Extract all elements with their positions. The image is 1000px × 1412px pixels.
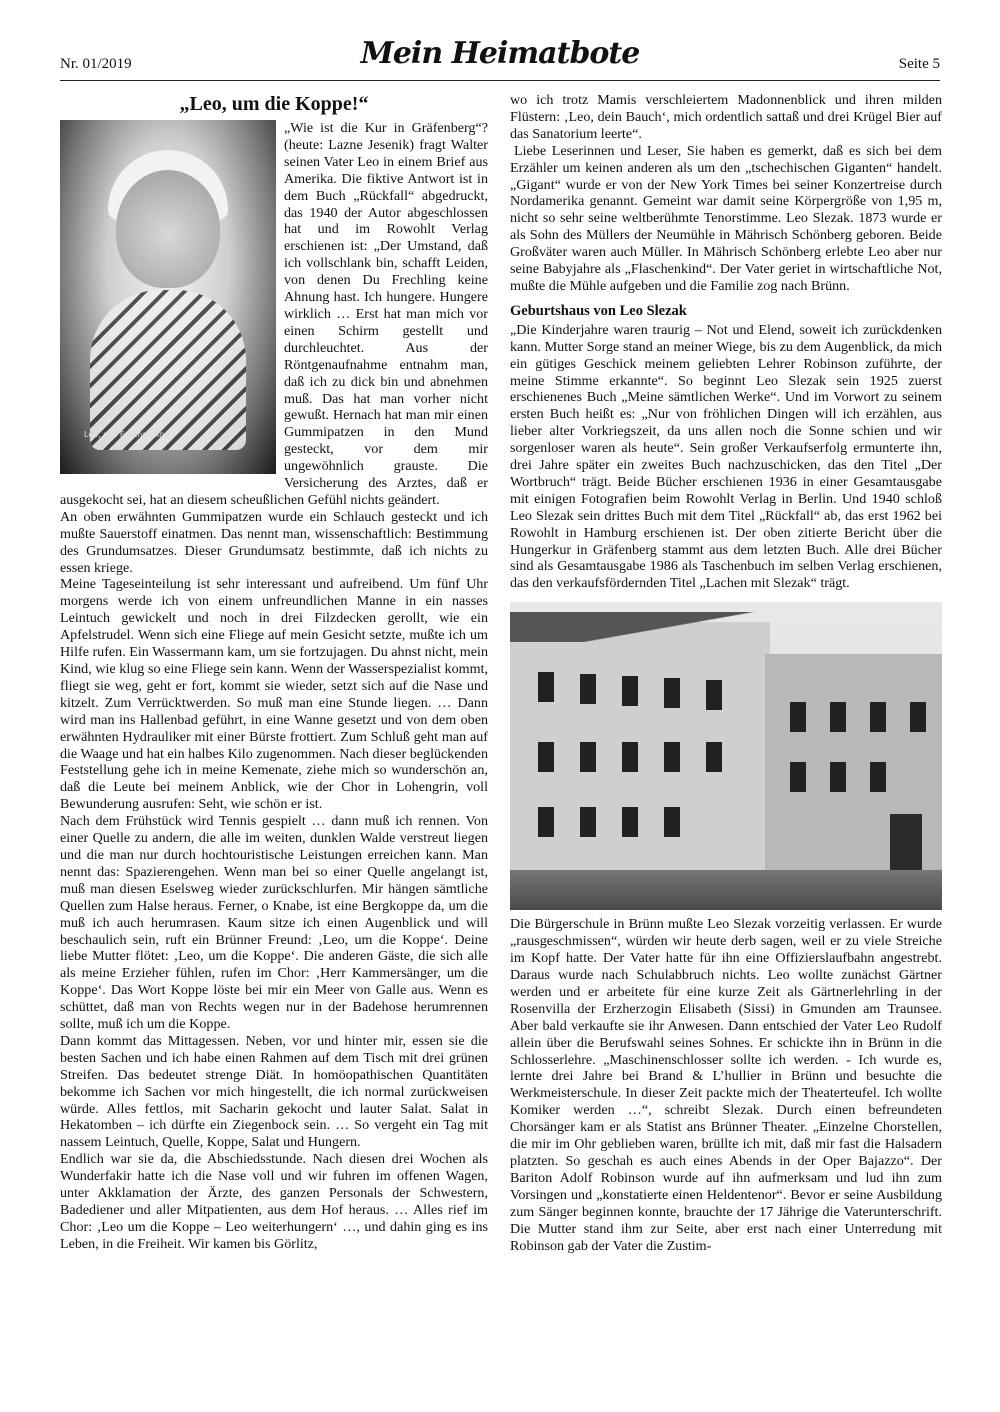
left-paragraph: Dann kommt das Mittagessen. Neben, vor und hinter mir, essen sie die besten Sachen und ich habe einen Rahmen auf dem Tisch mit drei grünen Streifen. Das bedeutet strenge Diät. In homöopathischen Quantitäten bekomme ich Sachen vor mich hingestellt, die ich normal zurückweisen würde. Alles fettlos, mit Sacharin gekocht und lauter Salat. Salat in Hekatomben – ich dürfte ein Ziegenbock sein. … So vergeht ein Tag mit nassem Leintuch, Quelle, Koppe, Salat und Hungern. — [60, 1032, 488, 1151]
section-subheading: Geburtshaus von Leo Slezak — [510, 302, 687, 319]
left-column — [60, 92, 488, 1253]
left-paragraph: Endlich war sie da, die Abschiedsstunde. Nach diesen drei Wochen als Wunderfakir hatte ich die Nase voll und wir fuhren im offenen Wagen, unter Akklamation der Ärzte, des ganzen Personals der Schwestern, Badediener und aller Mitpatienten, aus dem Hof heraus. … Alles rief im Chor: ‚Leo um die Koppe – Leo weiterhungern‘ …, und dahin ging es ins Leben, in die Freiheit. Wir kamen bis Görlitz, — [60, 1151, 488, 1252]
right-paragraph: „Die Kinderjahre waren traurig – Not und Elend, soweit ich zurückdenken kann. Mutter Sorge stand an meiner Wiege, bis zu dem Augenblick, da mich ein gütiges Geschick meinem geliebten Lehrer Robinson zuführte, der meine Stimme erkannte“. So beginnt Leo Slezak sein 1925 zuerst erschienenes Buch „Meine sämtlichen Werke“. Und im Vorwort zu seinem ersten Buch heißt es: „Nur von fröhlichen Dingen will ich erzählen, aus lieber alter Vorkriegszeit, da uns allen noch die Sonne schien und wir sorgenloser waren als heute“. Sein großer Verkaufserfolg ermunterte ihn, drei Jahre später ein zweites Buch nachzuschicken, das den Titel „Der Wortbruch“ trägt. Beide Bücher erschienen 1936 in einer Gesamtausgabe mit einigen Fotografien beim Rowohlt Verlag in Berlin. Und 1940 schloß Leo Slezak sein drittes Buch mit dem Titel „Rückfall“ ab, das erst 1962 bei Rowohlt in Hamburg erschienen ist. Der oben zitierte Bericht über die Hungerkur in Gräfenberg stammt aus dem letzten Buch. Alle drei Bücher sind als Gesamtausgabe 1986 als Taschenbuch im selben Verlag erschienen, das den verkaufsfördernden Titel „Lachen mit Slezak“ trägt. — [510, 321, 942, 592]
house-window — [830, 702, 846, 732]
right-paragraph: wo ich trotz Mamis verschleiertem Madonnenblick und ihren milden Flüstern: ‚Leo, dein Bauch‘, mich ordentlich sattaß und drei Krügel Bier auf das Sanatorium leerte“. — [510, 92, 942, 142]
house-window — [664, 807, 680, 837]
street-ground — [510, 870, 942, 910]
page-number: Seite 5 — [898, 56, 940, 72]
baby-photo — [60, 120, 276, 474]
house-window — [790, 702, 806, 732]
house-window — [910, 702, 926, 732]
house-window — [622, 807, 638, 837]
house-window — [664, 742, 680, 772]
page-header — [60, 36, 940, 80]
house-window — [870, 762, 886, 792]
left-paragraph: Meine Tageseinteilung ist sehr interessant und aufreibend. Um fünf Uhr morgens werde ich von einem unfreundlichen Manne in ein nasses Leintuch gewickelt und noch in drei Filzdecken gerollt, wie ein Apfelstrudel. Wenn sich eine Fliege auf mein Gesicht setzte, mußte ich um Hilfe rufen. Ein Wassermann kam, um sie fortzujagen. Du ahnst nicht, mein Kind, wie klug so eine Fliege sein kann. Wenn der Wasserspezialist kommt, fliegt sie weg, geht er fort, kommt sie wieder, setzt sich auf die Nase und kitzelt. Zum Verrücktwerden. So muß man eine Stunde liegen. … Dann wird man ins Hallenbad geführt, in eine Wanne gesetzt und von dem oben erwähnten Hydrauliker mit einer Bürste frottiert. Zum Schluß geht man auf die Waage und hat ein halbes Kilo zugenommen. Nach dieser beglückenden Feststellung gehe ich in meine Kemenate, ziehe mich so wunderschön an, daß die Leute bei meinem Anblick, wie der Chor in Lohengrin, voll Bewunderung ausrufen: Seht, wie schön er ist. — [60, 576, 488, 813]
issue-number: Nr. 01/2019 — [60, 56, 132, 72]
house-window — [706, 742, 722, 772]
house-window — [622, 676, 638, 706]
swaddle-shape — [90, 290, 246, 450]
right-column — [510, 92, 942, 1254]
right-paragraph: Die Bürgerschule in Brünn mußte Leo Slezak vorzeitig verlassen. Er wurde „rausgeschmissen“, würden wir heute derb sagen, weil er zu viele Streiche im Kopf hatte. Der Vater hatte für ihn eine Offizierslaufbahn angestrebt. Daraus wurde nach Schulabbruch nichts. Leo wollte zunächst Gärtner werden und er arbeitete für eine kurze Zeit als Gärtnerlehrling in der Rosenvilla der Erzherzogin Elisabeth (Sissi) in Gmunden am Traunsee. Aber bald verkaufte sie ihr Anwesen. Dann entschied der Vater Leo Rudolf allein über die Berufswahl seines Sohnes. Er schickte ihn in Brünn in die Schlosserlehre. „Maschinenschlosser sollte ich werden. - Ich wurde es, lernte drei Jahre bei Brand & L’hullier in Brünn und besuchte die Werkmeisterschule. In dieser Zeit packte mich der Theaterteufel. Ich wollte Komiker werden …“, schreibt Slezak. Durch einen befreundeten Chorsänger kam er als Statist ans Brünner Theater. „Einzelne Chorstellen, die mir im Ohr geblieben waren, brüllte ich mit, daß mir fast die Halsadern platzten. So geschah es auch eines Abends in der Oper Bajazzo“. Der Bariton Adolf Robinson wurde auf ihn aufmerksam und lud ihn zum Vorsingen und „konstatierte einen Heldentenor“. Bevor er seine Ausbildung zum Sänger beginnen konnte, brauchte der 17 Jährige die Vaterunterschrift. Die Mutter stand ihm zur Seite, aber erst nach einer Unterredung mit Robinson gab der Vater die Zustim- — [510, 916, 942, 1254]
house-window — [706, 680, 722, 710]
house-roof — [510, 612, 942, 642]
house-window — [830, 762, 846, 792]
baby-face-shape — [116, 170, 220, 288]
house-window — [580, 742, 596, 772]
left-paragraph: „Wie ist die Kur in Gräfenberg“? (heute: Lazne Jesenik) fragt Walter seinen Vater Leo in einem Brief aus Amerika. Die fiktive Antwort ist in dem Buch „Rückfall“ abgedruckt, das 1940 der Autor abgeschlossen hat und im Rowohlt Verlag erschienen ist: „Der Umstand, daß ich vollschlank bin, schafft Leiden, von denen Du Frechling keine Ahnung hast. Ich hungere. Hungere wirklich … Erst hat man mich vor einen Schirm gestellt und durchleuchtet. Aus der Röntgenaufnahme entnahm man, daß ich zu dick bin und abnehmen muß. Das hat man vorher nicht gewußt. Hernach hat man mir einen Gummipatzen in den Mund gesteckt, vor dem mir ungewöhnlich grauste. Die Versicherung des Arztes, daß er ausgekocht sei, hat an diesem scheußlichen Gefühl nichts geändert. — [60, 120, 488, 508]
left-paragraph: An oben erwähnten Gummipatzen wurde ein Schlauch gesteckt und ich mußte Sauerstoff einatmen. Das nennt man, wissenschaftlich: Bestimmung des Grundumsatzes. Dieser Grundumsatz bestimmte, daß ich nichts zu essen kriege. — [60, 508, 488, 576]
house-window — [870, 702, 886, 732]
birthhouse-photo — [510, 602, 942, 910]
masthead-logo: Mein Heimatbote — [360, 36, 640, 71]
house-window — [622, 742, 638, 772]
header-rule — [60, 80, 940, 81]
house-window — [790, 762, 806, 792]
house-window — [580, 807, 596, 837]
photo-caption: Leo, das Faschenkind — [84, 430, 170, 440]
article-title: „Leo, um die Koppe!“ — [179, 93, 369, 115]
right-paragraph: Liebe Leserinnen und Leser, Sie haben es gemerkt, daß es sich bei dem Erzähler um keinen anderen als um den „tschechischen Giganten“ handelt. „Gigant“ wurde er von der New York Times bei seiner Konzertreise durch Nordamerika genannt. Gemeint war damit seine Körpergröße von 1,95 m, nicht so sehr seine weltberühmte Tenorstimme. Leo Slezak. 1873 wurde er als Sohn des Müllers der Neumühle in Mährisch Schönberg geboren. Beide Großväter waren auch Müller. In Mährisch Schönberg erlebte Leo aber nur seine Babyjahre als „Flaschenkind“. Der Vater geriet in wirtschaftliche Not, mußte die Mühle aufgeben und die Familie zog nach Brünn. — [510, 142, 942, 294]
house-window — [538, 742, 554, 772]
house-window — [580, 674, 596, 704]
house-window — [664, 678, 680, 708]
left-paragraph: Nach dem Frühstück wird Tennis gespielt … dann muß ich rennen. Von einer Quelle zu andern, die alle im weiten, dunklen Walde verstreut liegen und die man nur durch hochtouristische Leistungen erreichen kann. Man nennt das: Spazierengehen. Wenn man bei so einer Quelle angelangt ist, muß man diesen Eselsweg wieder zurückschlurfen. Mir hängen sämtliche Quellen zum Halse heraus. Ferner, o Knabe, ist eine Bergkoppe da, um die muß ich auch herumrasen. Kaum sitze ich einen Augenblick und will beschaulich sein, ruft ein Brünner Freund: ‚Leo, um die Koppe‘. Deine liebe Mutter flötet: ‚Leo, um die Koppe‘. Die anderen Gäste, die sich alle als meine Erzieher fühlen, rufen im Chor: ‚Herr Kammersänger, um die Koppe‘. Das Wort Koppe löste bei mir ein Meer von Galle aus. Wenn es schüttet, daß man von Rechts wegen nur in der Badehose herumrennen sollte, muß ich um die Koppe. — [60, 813, 488, 1033]
house-window — [538, 672, 554, 702]
house-window — [538, 807, 554, 837]
